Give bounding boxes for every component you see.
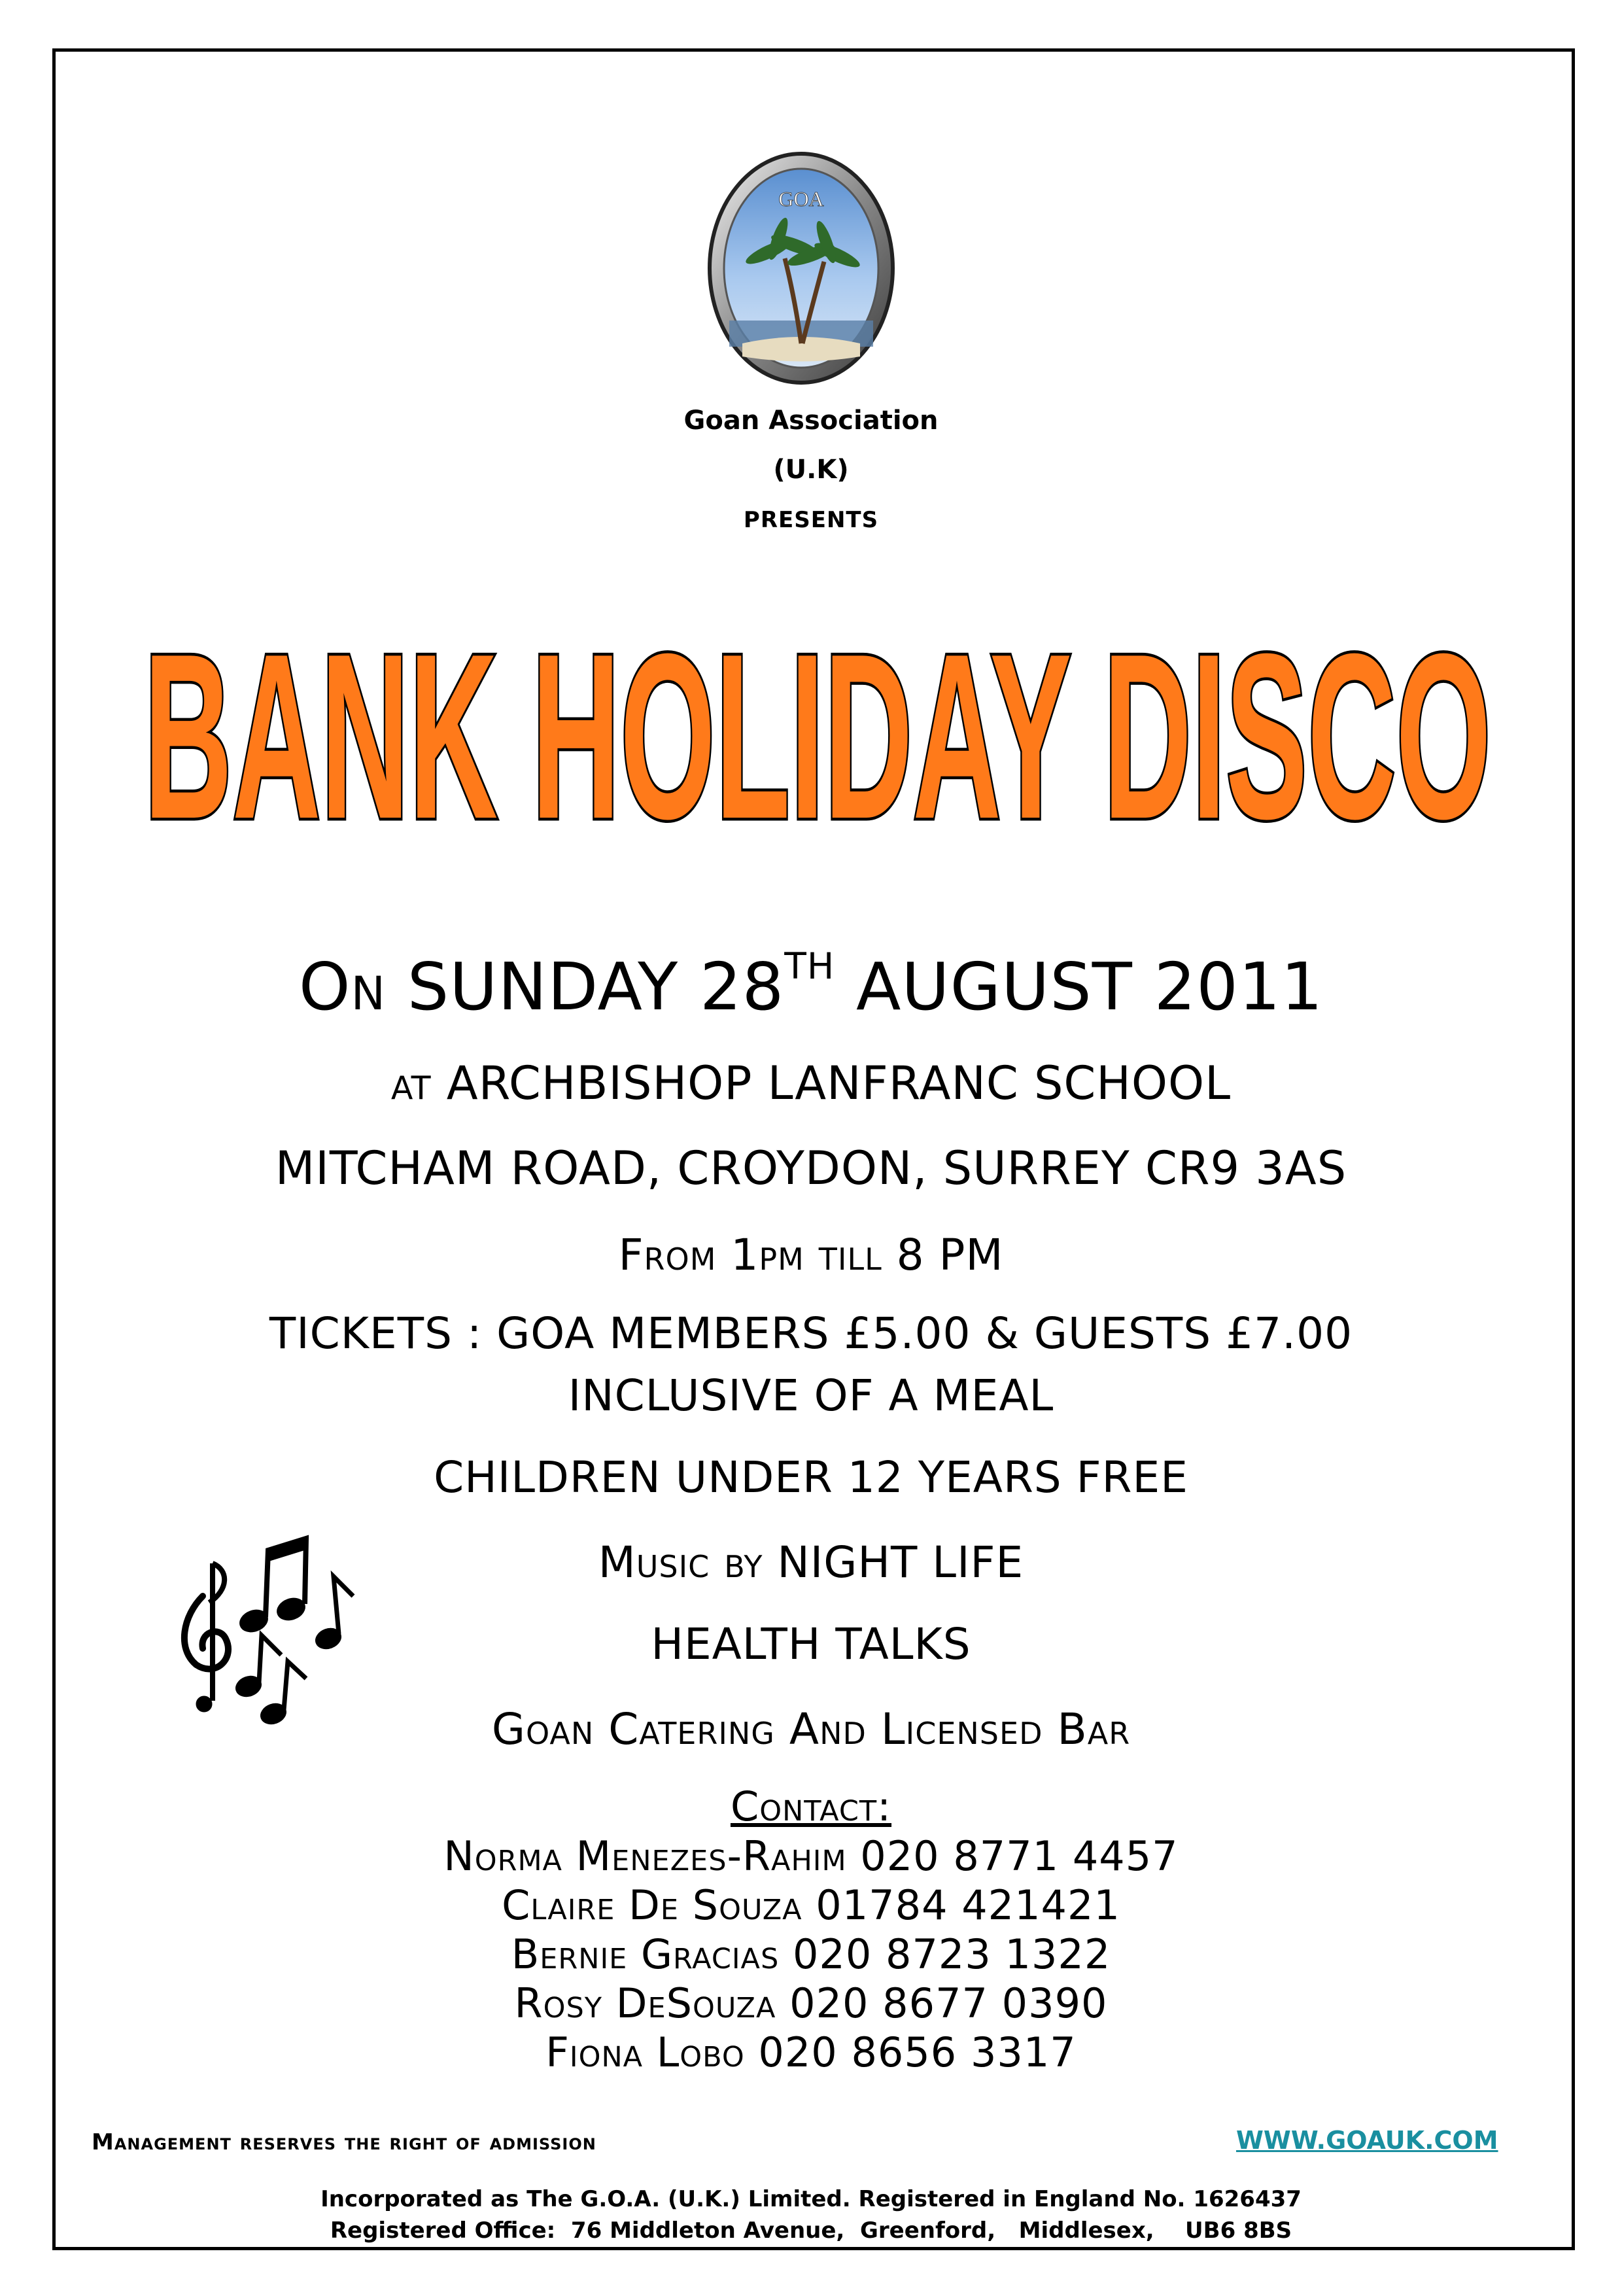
contact-item: Rosy DeSouza 020 8677 0390 [514,1979,1108,2027]
contact-item: Claire De Souza 01784 421421 [502,1881,1120,1929]
goa-logo [703,147,899,389]
contact-item: Bernie Gracias 020 8723 1322 [511,1930,1111,1978]
health-talks: HEALTH TALKS [651,1619,971,1669]
logo-text: GOA [778,187,824,211]
headline-text: BANK HOLIDAY DISCO [144,605,1491,868]
event-date-superscript: TH [784,945,835,987]
event-time: From 1pm till 8 PM [618,1230,1004,1280]
event-date-suffix: AUGUST 2011 [835,948,1324,1025]
event-date [157,945,1465,1025]
music-info: Music by NIGHT LIFE [598,1537,1024,1588]
organisation-name: Goan Association [683,406,939,436]
organisation-country: (U.K) [773,455,849,485]
contact-heading: Contact: [730,1783,892,1830]
contact-item: Fiona Lobo 020 8656 3317 [545,2028,1077,2076]
event-date-prefix: On SUNDAY 28 [298,948,785,1025]
registered-office: Registered Office: 76 Middleton Avenue, Greenford, Middlesex, UB6 8BS [330,2218,1292,2244]
venue-line-2: MITCHAM ROAD, CROYDON, SURREY CR9 3AS [275,1141,1347,1195]
management-notice: Management reserves the right of admission [92,2129,596,2155]
presents-label: PRESENTS [743,507,879,533]
catering-info: Goan Catering And Licensed Bar [491,1704,1131,1754]
children-free: CHILDREN UNDER 12 YEARS FREE [434,1452,1188,1503]
contact-list [157,1832,1465,2077]
venue-line-1: at ARCHBISHOP LANFRANC SCHOOL [390,1056,1232,1110]
headline [98,576,1537,890]
contact-item: Norma Menezes-Rahim 020 8771 4457 [443,1832,1179,1880]
incorporation-note: Incorporated as The G.O.A. (U.K.) Limited. Registered in England No. 1626437 [320,2186,1302,2212]
website-link[interactable]: WWW.GOAUK.COM [1236,2126,1498,2155]
ticket-prices: TICKETS : GOA MEMBERS £5.00 & GUESTS £7.00 [269,1308,1353,1359]
ticket-note: INCLUSIVE OF A MEAL [568,1370,1054,1421]
